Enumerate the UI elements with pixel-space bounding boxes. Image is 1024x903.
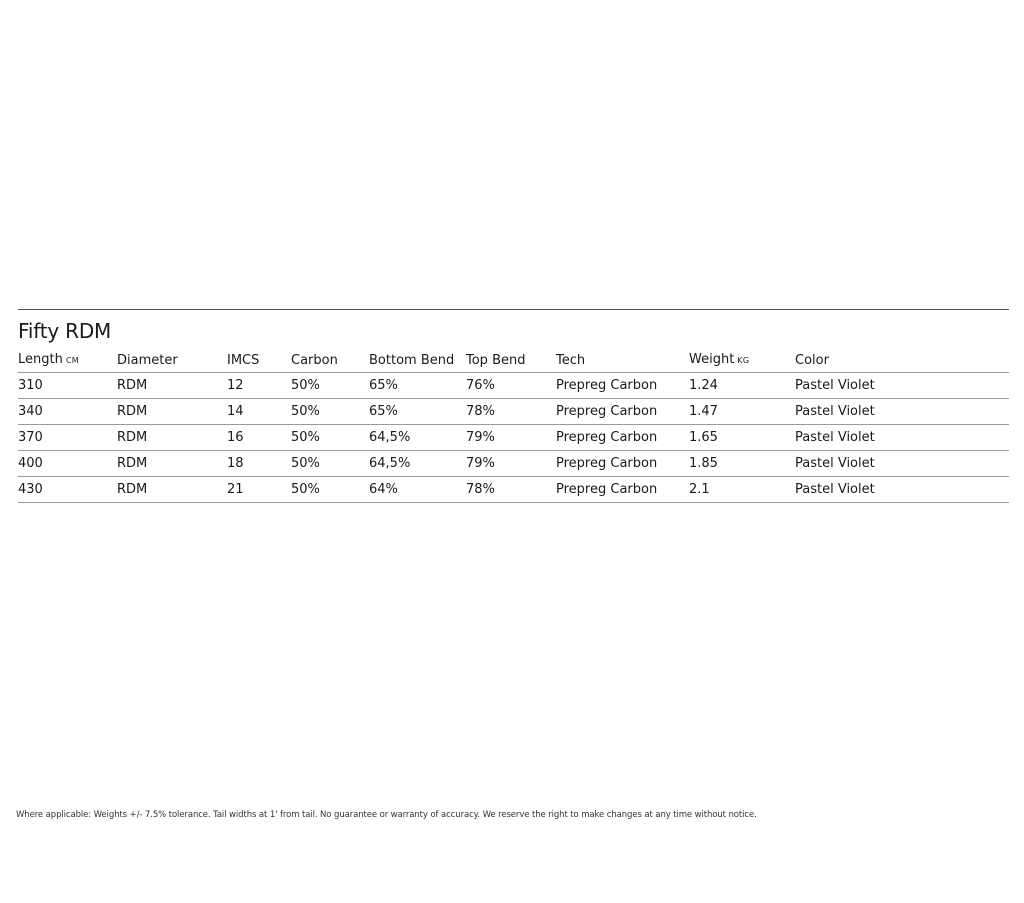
cell-tech: Prepreg Carbon: [556, 425, 689, 451]
table-row: [18, 399, 1009, 425]
cell-top-bend: 79%: [466, 425, 556, 451]
cell-weight: 1.85: [689, 451, 795, 477]
column-header-tech: Tech: [556, 349, 689, 373]
cell-top-bend: 79%: [466, 451, 556, 477]
cell-diameter: RDM: [117, 477, 227, 503]
product-title: Fifty RDM: [18, 319, 112, 343]
cell-carbon: 50%: [291, 477, 369, 503]
cell-length: 310: [18, 373, 117, 399]
cell-imcs: 14: [227, 399, 291, 425]
column-header-imcs: IMCS: [227, 349, 291, 373]
cell-imcs: 21: [227, 477, 291, 503]
cell-diameter: RDM: [117, 373, 227, 399]
cell-diameter: RDM: [117, 451, 227, 477]
cell-top-bend: 78%: [466, 477, 556, 503]
cell-imcs: 18: [227, 451, 291, 477]
cell-imcs: 12: [227, 373, 291, 399]
cell-length: 340: [18, 399, 117, 425]
cell-color: Pastel Violet: [795, 373, 1009, 399]
column-header-carbon: Carbon: [291, 349, 369, 373]
cell-color: Pastel Violet: [795, 477, 1009, 503]
column-header-weight: Weight KG: [689, 349, 795, 373]
cell-imcs: 16: [227, 425, 291, 451]
cell-diameter: RDM: [117, 399, 227, 425]
column-header-top-bend: Top Bend: [466, 349, 556, 373]
cell-carbon: 50%: [291, 399, 369, 425]
cell-tech: Prepreg Carbon: [556, 451, 689, 477]
column-header-bottom-bend: Bottom Bend: [369, 349, 466, 373]
header-row: [18, 349, 1009, 373]
unit-label: CM: [65, 356, 79, 365]
cell-bottom-bend: 64,5%: [369, 451, 466, 477]
table-row: [18, 373, 1009, 399]
cell-weight: 1.24: [689, 373, 795, 399]
table-row: [18, 425, 1009, 451]
column-header-length: Length CM: [18, 349, 117, 373]
unit-label: KG: [737, 356, 750, 365]
cell-weight: 1.65: [689, 425, 795, 451]
cell-color: Pastel Violet: [795, 399, 1009, 425]
table-row: [18, 451, 1009, 477]
cell-bottom-bend: 64,5%: [369, 425, 466, 451]
spec-section: [18, 309, 1009, 503]
cell-diameter: RDM: [117, 425, 227, 451]
cell-tech: Prepreg Carbon: [556, 373, 689, 399]
cell-bottom-bend: 65%: [369, 373, 466, 399]
cell-bottom-bend: 65%: [369, 399, 466, 425]
cell-color: Pastel Violet: [795, 451, 1009, 477]
table-row: [18, 477, 1009, 503]
cell-length: 430: [18, 477, 117, 503]
disclaimer-footnote: Where applicable: Weights +/- 7.5% tolerance. Tail widths at 1' from tail. No guarantee or warranty of accuracy. We reserve the right to make changes at any time without notice.: [16, 810, 757, 820]
cell-carbon: 50%: [291, 425, 369, 451]
spec-table: [18, 349, 1009, 503]
cell-length: 400: [18, 451, 117, 477]
cell-carbon: 50%: [291, 373, 369, 399]
cell-color: Pastel Violet: [795, 425, 1009, 451]
cell-tech: Prepreg Carbon: [556, 477, 689, 503]
cell-weight: 1.47: [689, 399, 795, 425]
cell-carbon: 50%: [291, 451, 369, 477]
cell-top-bend: 76%: [466, 373, 556, 399]
cell-length: 370: [18, 425, 117, 451]
column-header-color: Color: [795, 349, 1009, 373]
column-header-diameter: Diameter: [117, 349, 227, 373]
cell-weight: 2.1: [689, 477, 795, 503]
cell-tech: Prepreg Carbon: [556, 399, 689, 425]
cell-bottom-bend: 64%: [369, 477, 466, 503]
cell-top-bend: 78%: [466, 399, 556, 425]
